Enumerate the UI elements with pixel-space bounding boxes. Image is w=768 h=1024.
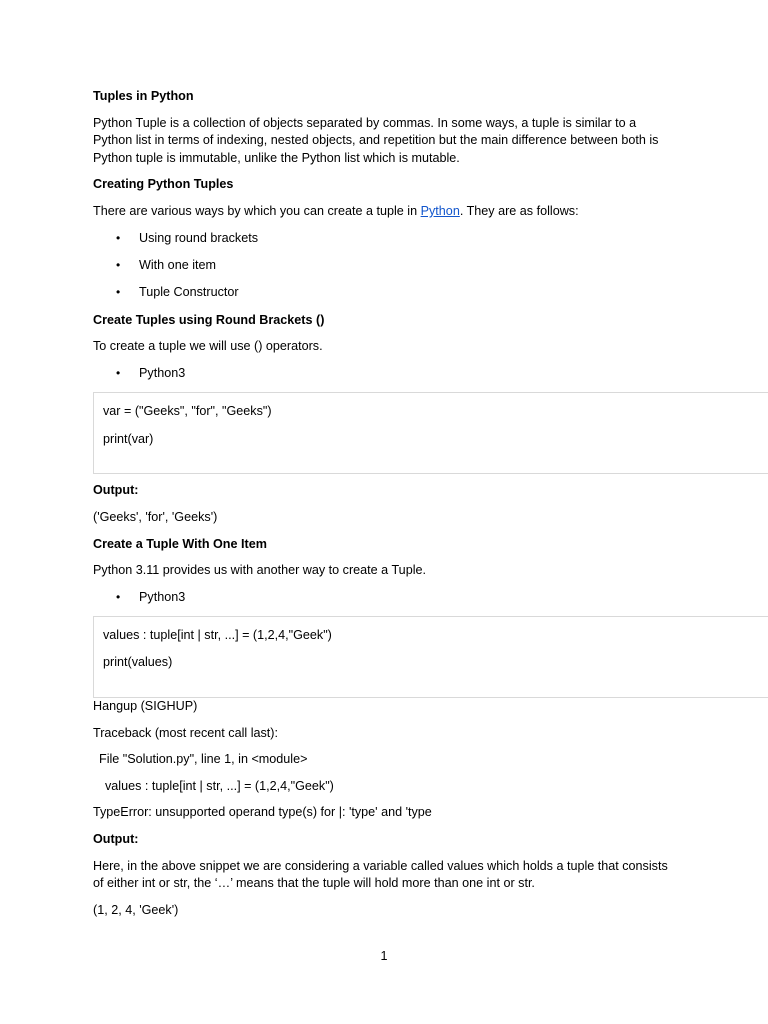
error-line: TypeError: unsupported operand type(s) for |: 'type' and 'type <box>93 805 432 820</box>
intro-paragraph: Python Tuple is a collection of objects separated by commas. In some ways, a tuple is similar to a Python list in terms of indexing, nested objects, and repetition but the main difference between both is Python tuple is immutable, unlike the Python list which is mutable. <box>93 115 659 165</box>
code-line: var = ("Geeks", "for", "Geeks") <box>103 404 272 419</box>
output-value: ('Geeks', 'for', 'Geeks') <box>93 509 218 524</box>
heading-one-item: Create a Tuple With One Item <box>93 536 267 551</box>
bullet-icon: • <box>116 257 121 272</box>
code-line: values : tuple[int | str, ...] = (1,2,4,"Geek") <box>103 628 332 643</box>
list-item <box>93 589 768 607</box>
code-block <box>93 392 768 474</box>
list-item <box>93 230 768 248</box>
page-number: 1 <box>380 949 388 963</box>
output-label: Output: <box>93 832 139 847</box>
list-item <box>93 365 768 383</box>
bullet-icon: • <box>116 365 121 380</box>
language-list <box>93 365 768 383</box>
code-block <box>93 616 768 698</box>
list-item-label: Tuple Constructor <box>139 285 239 300</box>
list-item-label: With one item <box>139 257 216 272</box>
error-line: values : tuple[int | str, ...] = (1,2,4,"Geek") <box>105 778 334 793</box>
output-value: (1, 2, 4, 'Geek') <box>93 902 179 917</box>
code-line: print(var) <box>103 431 154 446</box>
page-title: Tuples in Python <box>93 89 194 103</box>
creation-methods-list <box>93 230 768 302</box>
list-item <box>93 257 768 275</box>
bullet-icon: • <box>116 230 121 245</box>
bullet-icon: • <box>116 589 121 604</box>
output-label: Output: <box>93 483 139 498</box>
error-line: File "Solution.py", line 1, in <module> <box>99 752 308 767</box>
list-item <box>93 284 768 302</box>
explanation-paragraph: Here, in the above snippet we are considering a variable called values which holds a tuple that consists of either int or str, the ‘…’ means that the tuple will hold more than one int or str. <box>93 858 668 891</box>
creating-text-after-link: . They are as follows: <box>459 203 579 218</box>
error-line: Hangup (SIGHUP) <box>93 699 198 714</box>
language-label: Python3 <box>139 365 186 380</box>
heading-round-brackets: Create Tuples using Round Brackets () <box>93 312 325 327</box>
python-link[interactable]: Python <box>420 203 460 218</box>
round-brackets-paragraph: To create a tuple we will use () operators. <box>93 339 323 354</box>
language-list <box>93 589 768 607</box>
one-item-paragraph: Python 3.11 provides us with another way to create a Tuple. <box>93 563 426 578</box>
bullet-icon: • <box>116 285 121 300</box>
creating-intro-paragraph <box>93 203 768 221</box>
code-line: print(values) <box>103 655 173 670</box>
creating-text-before-link: There are various ways by which you can create a tuple in <box>93 203 421 218</box>
heading-creating-tuples: Creating Python Tuples <box>93 177 234 192</box>
language-label: Python3 <box>139 589 186 604</box>
document-content <box>93 88 768 928</box>
list-item-label: Using round brackets <box>139 230 259 245</box>
error-line: Traceback (most recent call last): <box>93 725 278 740</box>
